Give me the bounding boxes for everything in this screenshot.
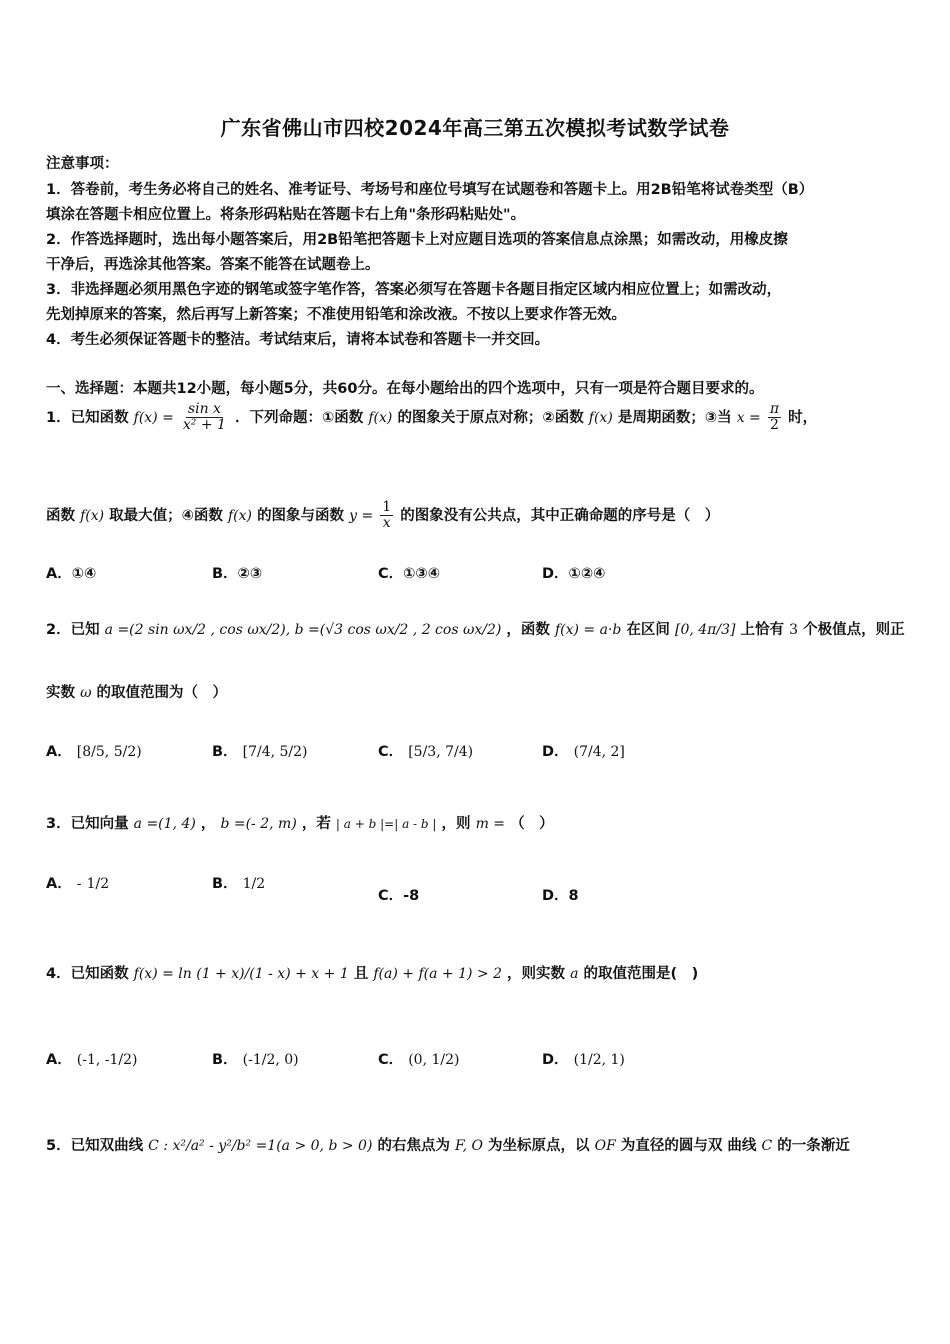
q3-text-2: ，则 bbox=[441, 816, 471, 832]
note-3a: 3．非选择题必须用黑色字迹的钢笔或签字笔作答，答案必须写在答题卡各题目指定区域内相应位置上；如需改动， bbox=[46, 282, 782, 298]
note-1b: 填涂在答题卡相应位置上。将条形码粘贴在答题卡右上角"条形码粘贴处"。 bbox=[46, 207, 526, 223]
q1-x-eq: x = bbox=[736, 409, 761, 426]
q2-option-c-value: [5/3, 7/4) bbox=[408, 744, 474, 760]
q2-text-2: 在区间 bbox=[626, 622, 670, 638]
q1-pi-den: 2 bbox=[769, 417, 779, 434]
q1-fraction bbox=[181, 402, 228, 434]
q2-prefix: 2．已知 bbox=[46, 622, 100, 638]
q1-pi-num: π bbox=[769, 401, 780, 417]
question-2-line-1 bbox=[46, 618, 905, 639]
q3-prefix: 3．已知向量 bbox=[46, 816, 129, 832]
page-title: 广东省佛山市四校2024年高三第五次模拟考试数学试卷 bbox=[220, 116, 730, 140]
q4-a: a bbox=[570, 966, 579, 982]
q2-fx: f(x) = a·b bbox=[554, 622, 622, 638]
q3-option-a-label: A． bbox=[46, 876, 72, 892]
q2-option-a[interactable] bbox=[46, 740, 142, 761]
q2-l2: 实数 bbox=[46, 685, 75, 701]
q2-option-d-value: (7/4, 2] bbox=[573, 744, 625, 760]
q4-option-c-label: C． bbox=[378, 1052, 404, 1068]
q1-l2-d: 的图象没有公共点，其中正确命题的序号是（ ） bbox=[400, 507, 720, 524]
note-2a: 2．作答选择题时，选出每小题答案后，用2B铅笔把答题卡上对应题目选项的答案信息点涂黑；如需改动，用橡皮擦 bbox=[46, 232, 788, 248]
q1-option-d[interactable]: D．①②④ bbox=[542, 566, 606, 582]
question-2-line-2 bbox=[46, 681, 227, 702]
q2-vectors: a =(2 sin ωx/2 , cos ωx/2), b =(√3 cos ωx/2 , 2 cos ωx/2) bbox=[104, 622, 502, 638]
q1-option-b[interactable]: B．②③ bbox=[212, 566, 263, 582]
q2-interval: [0, 4π/3] bbox=[675, 622, 736, 638]
q5-text-1: 的右焦点为 bbox=[377, 1138, 450, 1154]
q5-c: C bbox=[761, 1138, 773, 1154]
q4-prefix: 4．已知函数 bbox=[46, 966, 129, 982]
q4-fx: f(x) = ln (1 + x)/(1 - x) + x + 1 bbox=[133, 966, 349, 982]
q4-option-d-value: (1/2, 1) bbox=[573, 1052, 625, 1068]
q4-option-b[interactable] bbox=[212, 1048, 299, 1069]
q1-y-eq: y = bbox=[349, 507, 374, 524]
q5-prefix: 5．已知双曲线 bbox=[46, 1138, 144, 1154]
q4-text-2: ，则实数 bbox=[507, 966, 566, 982]
q5-f-o: F, O bbox=[455, 1138, 483, 1154]
q1-fx-2: f(x) bbox=[368, 409, 393, 426]
q1-fx-4: f(x) bbox=[80, 507, 105, 524]
q1-text-4: 时， bbox=[788, 409, 818, 426]
q1-frac-num: sin x bbox=[187, 401, 221, 417]
question-3 bbox=[46, 812, 554, 833]
q3-option-d[interactable]: D．8 bbox=[542, 888, 579, 904]
q1-prefix: 1．已知函数 bbox=[46, 409, 129, 426]
q1-fx-3: f(x) bbox=[588, 409, 613, 426]
q2-option-c[interactable] bbox=[378, 740, 473, 761]
q4-option-c-value: (0, 1/2) bbox=[408, 1052, 460, 1068]
q2-text-4: 个极值点，则正 bbox=[803, 622, 905, 638]
section-heading: 一、选择题：本题共12小题，每小题5分，共60分。在每小题给出的四个选项中，只有一项是符合题目要求的。 bbox=[46, 381, 764, 397]
q4-text-3: 的取值范围是( ) bbox=[583, 966, 699, 982]
q4-option-c[interactable] bbox=[378, 1048, 459, 1069]
q5-curve: C : x²/a² - y²/b² =1(a > 0, b > 0) bbox=[148, 1138, 373, 1154]
note-2b: 干净后，再选涂其他答案。答案不能答在试题卷上。 bbox=[46, 257, 380, 273]
q4-condition: f(a) + f(a + 1) > 2 bbox=[373, 966, 502, 982]
q1-fx: f(x) = bbox=[133, 409, 174, 426]
q1-pi-fraction bbox=[768, 402, 781, 434]
q2-option-b-label: B． bbox=[212, 744, 238, 760]
q1-text-2: 的图象关于原点对称；②函数 bbox=[397, 409, 584, 426]
q3-condition: | a + b |=| a - b | bbox=[335, 817, 437, 831]
q4-option-a-value: (-1, -1/2) bbox=[76, 1052, 138, 1068]
q2-text-1: ，函数 bbox=[506, 622, 550, 638]
q3-vector-a: a =(1, 4) bbox=[133, 816, 196, 832]
note-1a: 1．答卷前，考生务必将自己的姓名、准考证号、考场号和座位号填写在试题卷和答题卡上。用2B铅笔将试卷类型（B） bbox=[46, 182, 814, 198]
q2-option-a-label: A． bbox=[46, 744, 72, 760]
q4-option-a-label: A． bbox=[46, 1052, 72, 1068]
question-4 bbox=[46, 962, 698, 983]
q2-option-b-value: [7/4, 5/2) bbox=[242, 744, 308, 760]
q1-l2-b: 取最大值；④函数 bbox=[109, 507, 223, 524]
q2-option-a-value: [8/5, 5/2) bbox=[76, 744, 142, 760]
q3-comma: ， bbox=[200, 816, 216, 832]
q4-option-b-label: B． bbox=[212, 1052, 238, 1068]
q1-frac-den: x² + 1 bbox=[182, 417, 226, 434]
q3-option-a-value: 1/2 bbox=[86, 876, 110, 892]
q2-option-d[interactable] bbox=[542, 740, 625, 761]
question-1-line-2 bbox=[46, 500, 719, 532]
q5-of: OF bbox=[594, 1138, 616, 1154]
q3-option-b-label: B． bbox=[212, 876, 238, 892]
q1-text-3: 是周期函数；③当 bbox=[617, 409, 732, 426]
note-3b: 先划掉原来的答案，然后再写上新答案；不准使用铅笔和涂改液。不按以上要求作答无效。 bbox=[46, 307, 626, 323]
q3-vector-b: b =(- 2, m) bbox=[220, 816, 297, 832]
q3-text-3: （ ） bbox=[510, 816, 554, 832]
q5-text-2: 为坐标原点，以 bbox=[488, 1138, 590, 1154]
q3-option-b-value: 1/2 bbox=[242, 876, 266, 892]
notes-heading: 注意事项： bbox=[46, 156, 119, 172]
q1-l2-a: 函数 bbox=[46, 507, 75, 524]
q1-y-fraction bbox=[380, 500, 393, 532]
q4-option-a[interactable] bbox=[46, 1048, 138, 1069]
q4-text-1: 且 bbox=[353, 966, 369, 982]
q3-m: m = bbox=[475, 816, 506, 832]
q3-option-c[interactable]: C．-8 bbox=[378, 888, 420, 904]
q2-l2-b: 的取值范围为（ ） bbox=[96, 685, 228, 701]
q1-fx-5: f(x) bbox=[227, 507, 252, 524]
q2-text-3: 上恰有 bbox=[740, 622, 785, 638]
q1-y-den: x bbox=[382, 515, 391, 532]
q1-y-num: 1 bbox=[382, 499, 392, 515]
q4-option-b-value: (-1/2, 0) bbox=[242, 1052, 299, 1068]
q4-option-d-label: D． bbox=[542, 1052, 569, 1068]
q2-omega: ω bbox=[80, 685, 92, 701]
q1-l2-c: 的图象与函数 bbox=[257, 507, 345, 524]
question-5 bbox=[46, 1134, 850, 1155]
q1-option-a[interactable]: A．①④ bbox=[46, 566, 97, 582]
q3-option-b[interactable] bbox=[212, 872, 265, 893]
q5-text-4: 的一条渐近 bbox=[777, 1138, 850, 1154]
q1-text-1: ．下列命题：①函数 bbox=[235, 409, 364, 426]
q2-three: 3 bbox=[789, 622, 799, 638]
note-4: 4．考生必须保证答题卡的整洁。考试结束后，请将本试卷和答题卡一并交回。 bbox=[46, 332, 550, 348]
q1-option-c[interactable]: C．①③④ bbox=[378, 566, 440, 582]
q5-text-3: 为直径的圆与双 曲线 bbox=[620, 1138, 757, 1154]
q2-option-d-label: D． bbox=[542, 744, 569, 760]
q2-option-c-label: C． bbox=[378, 744, 404, 760]
q3-text-1: ，若 bbox=[301, 816, 331, 832]
question-1-line-1 bbox=[46, 402, 817, 434]
q2-option-b[interactable] bbox=[212, 740, 308, 761]
q3-option-a[interactable] bbox=[46, 872, 109, 893]
q3-option-a-sign: - bbox=[76, 876, 82, 892]
q4-option-d[interactable] bbox=[542, 1048, 625, 1069]
